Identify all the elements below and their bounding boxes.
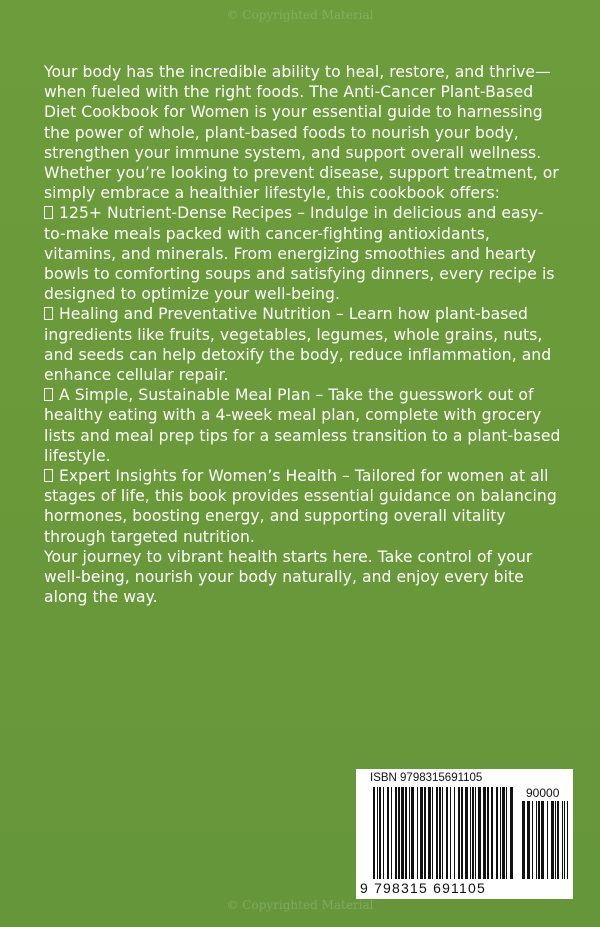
- bullet-meal-plan: [44, 385, 564, 466]
- bullet-womens-health: [44, 466, 564, 547]
- paragraph-text: Healing and Preventative Nutrition – Learn how plant-based ingredients like fruits, vegetables, legumes, whole grains, nuts, and seeds can help detoxify the body, reduce inflammation, and enhance cellular repair.: [44, 305, 552, 385]
- bullet-recipes: [44, 203, 564, 304]
- addon-barcode-bars-icon: [522, 801, 568, 879]
- paragraph-text: Your journey to vibrant health starts here. Take control of your well-being, nourish your body naturally, and enjoy every bite along the way.: [44, 547, 533, 607]
- paragraph-text: Your body has the incredible ability to heal, restore, and thrive—when fueled with the right foods. The Anti-Cancer Plant-Based Diet Cookbook for Women is your essential guide to harnessing the power of whole, plant-based foods to nourish your body, strengthen your immune system, and support overall wellness.: [44, 63, 551, 162]
- paragraph-offers: [44, 163, 564, 203]
- barcode-bars-icon: [373, 787, 515, 879]
- paragraph-text: A Simple, Sustainable Meal Plan – Take the guesswork out of healthy eating with a 4-week meal plan, complete with grocery lists and meal prep tips for a seamless transition to a plant-based lifestyle.: [44, 386, 561, 465]
- price-addon-code: 90000: [526, 786, 560, 800]
- bullet-nutrition: [44, 304, 564, 385]
- paragraph-closing: [44, 547, 564, 608]
- missing-glyph-icon: [44, 469, 53, 482]
- copyright-watermark-top: © Copyrighted Material: [226, 8, 374, 22]
- paragraph-intro: [44, 62, 564, 163]
- isbn-barcode: [356, 769, 573, 899]
- isbn-label: ISBN 9798315691105: [370, 772, 483, 784]
- description-text: [44, 62, 564, 607]
- isbn-digits: 9 798315 691105: [360, 880, 486, 896]
- copyright-watermark-bottom: © Copyrighted Material: [226, 898, 374, 912]
- missing-glyph-icon: [44, 388, 53, 401]
- paragraph-text: 125+ Nutrient-Dense Recipes – Indulge in delicious and easy-to-make meals packed with cancer-fighting antioxidants, vitamins, and minerals. From energizing smoothies and hearty bowls to comforting soups and satisfying dinners, every recipe is designed to optimize your well-being.: [44, 204, 555, 304]
- paragraph-text: Whether you’re looking to prevent disease, support treatment, or simply embrace a healthier lifestyle, this cookbook offers:: [44, 164, 559, 203]
- missing-glyph-icon: [44, 206, 53, 219]
- paragraph-text: Expert Insights for Women’s Health – Tailored for women at all stages of life, this book provides essential guidance on balancing hormones, boosting energy, and supporting overall vitality through targeted nutrition.: [44, 467, 557, 546]
- missing-glyph-icon: [44, 307, 53, 320]
